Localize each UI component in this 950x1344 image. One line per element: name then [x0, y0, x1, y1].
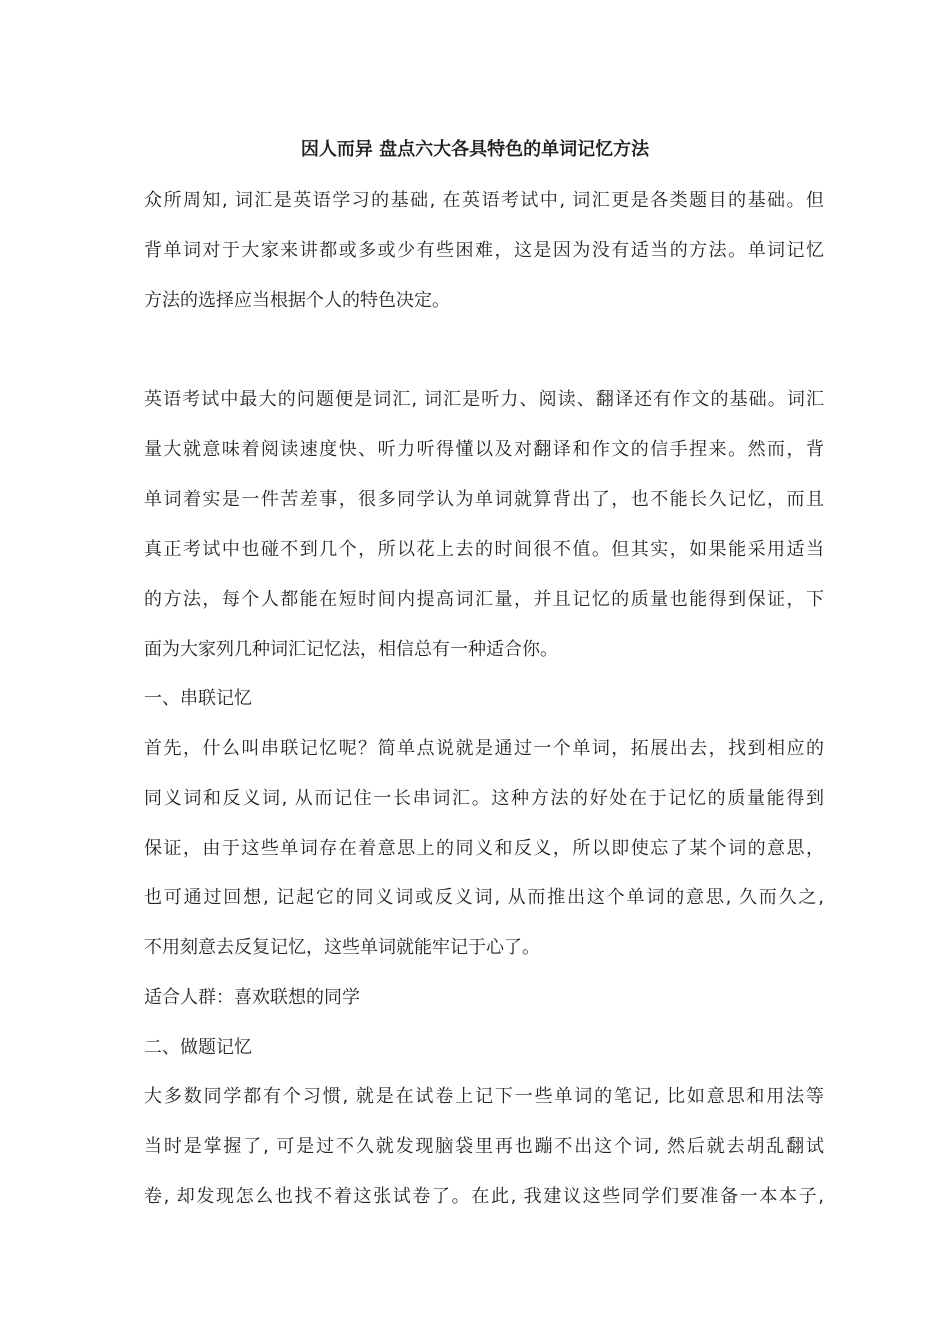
paragraph-1-line-1: 众所周知, 词汇是英语学习的基础, 在英语考试中, 词汇更是各类题目的基础。但: [144, 190, 824, 211]
paragraph-2-line-5: 的方法，每个人都能在短时间内提高词汇量，并且记忆的质量也能得到保证，下: [144, 589, 824, 610]
section-heading-2: 二、做题记忆: [144, 1037, 252, 1058]
paragraph-2-line-2: 量大就意味着阅读速度快、听力听得懂以及对翻译和作文的信手捏来。然而，背: [144, 439, 824, 460]
paragraph-4-line-2: 当时是掌握了, 可是过不久就发现脑袋里再也蹦不出这个词, 然后就去胡乱翻试: [144, 1136, 824, 1157]
paragraph-3-line-2: 同义词和反义词, 从而记住一长串词汇。这种方法的好处在于记忆的质量能得到: [144, 788, 824, 809]
paragraph-1-line-2: 背单词对于大家来讲都或多或少有些困难，这是因为没有适当的方法。单词记忆: [144, 240, 824, 261]
paragraph-3-line-1: 首先，什么叫串联记忆呢？简单点说就是通过一个单词，拓展出去，找到相应的: [144, 738, 824, 759]
paragraph-4-line-3: 卷, 却发现怎么也找不着这张试卷了。在此, 我建议这些同学们要准备一本本子,: [144, 1186, 824, 1207]
paragraph-2-line-3: 单词着实是一件苦差事，很多同学认为单词就算背出了，也不能长久记忆，而且: [144, 489, 824, 510]
document-title: 因人而异 盘点六大各具特色的单词记忆方法: [300, 139, 650, 160]
paragraph-2-line-6: 面为大家列几种词汇记忆法，相信总有一种适合你。: [144, 639, 558, 660]
paragraph-2-line-1: 英语考试中最大的问题便是词汇, 词汇是听力、阅读、翻译还有作文的基础。词汇: [144, 389, 824, 410]
paragraph-4-line-1: 大多数同学都有个习惯, 就是在试卷上记下一些单词的笔记, 比如意思和用法等: [144, 1086, 824, 1107]
suitable-audience-1: 适合人群：喜欢联想的同学: [144, 987, 360, 1008]
paragraph-3-line-5: 不用刻意去反复记忆，这些单词就能牢记于心了。: [144, 937, 540, 958]
paragraph-2-line-4: 真正考试中也碰不到几个，所以花上去的时间很不值。但其实，如果能采用适当: [144, 539, 824, 560]
paragraph-3-line-3: 保证，由于这些单词存在着意思上的同义和反义，所以即使忘了某个词的意思，: [144, 838, 824, 859]
section-heading-1: 一、串联记忆: [144, 688, 252, 709]
paragraph-1-line-3: 方法的选择应当根据个人的特色决定。: [144, 290, 450, 311]
paragraph-3-line-4: 也可通过回想, 记起它的同义词或反义词, 从而推出这个单词的意思, 久而久之,: [144, 887, 824, 908]
